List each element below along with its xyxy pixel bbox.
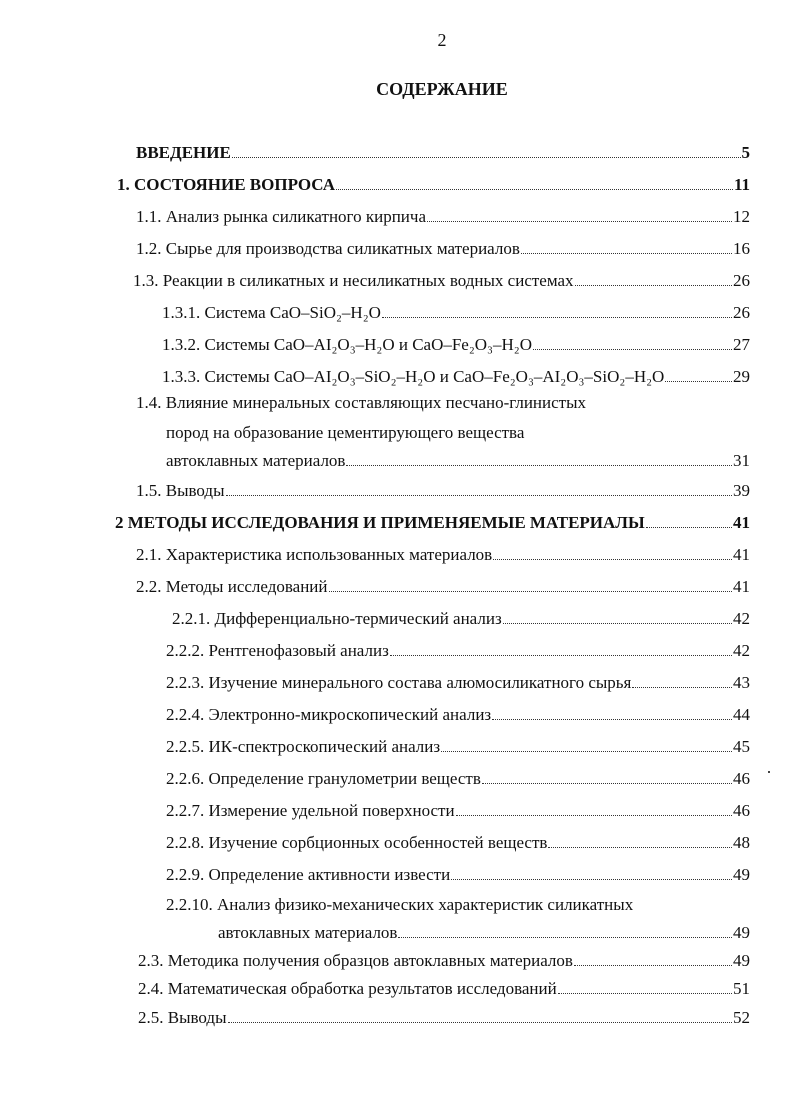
leader-dots bbox=[646, 526, 732, 528]
leader-dots bbox=[226, 494, 732, 496]
leader-dots bbox=[382, 316, 732, 318]
toc-entry-label-continued: автоклавных материалов bbox=[218, 923, 398, 942]
leader-dots bbox=[521, 252, 732, 254]
toc-entry[interactable] bbox=[166, 705, 750, 727]
leader-dots bbox=[398, 936, 732, 938]
leader-dots bbox=[575, 284, 732, 286]
toc-entry[interactable] bbox=[162, 303, 750, 325]
toc-entry[interactable] bbox=[138, 979, 750, 1001]
scan-speck bbox=[768, 771, 770, 773]
toc-entry[interactable] bbox=[117, 175, 750, 197]
toc-entry-page: 52 bbox=[733, 1008, 750, 1027]
toc-entry-page: 27 bbox=[733, 335, 750, 354]
toc-entry-page: 5 bbox=[741, 143, 750, 162]
leader-dots bbox=[558, 992, 732, 994]
toc-entry[interactable] bbox=[136, 545, 750, 567]
toc-entry-label[interactable]: 2.2.10. Анализ физико-механических характеристик силикатных bbox=[166, 895, 634, 914]
toc-entry-label: 1.3.3. Системы CaO–AI₂O₃–SiO₂–H₂O и CaO–Fe₂O₃–AI₂O₃–SiO₂–H₂O bbox=[162, 367, 665, 386]
leader-dots bbox=[346, 464, 732, 466]
toc-entry[interactable] bbox=[172, 609, 750, 631]
toc-entry-page: 49 bbox=[733, 951, 750, 970]
toc-entry-page: 26 bbox=[733, 271, 750, 290]
toc-entry-page: 49 bbox=[733, 865, 750, 884]
toc-entry-label: ВВЕДЕНИЕ bbox=[136, 143, 231, 162]
leader-dots bbox=[632, 686, 732, 688]
toc-entry-label: 1.3.1. Система CaO–SiO₂–H₂O bbox=[162, 303, 381, 322]
leader-dots bbox=[493, 558, 732, 560]
toc-entry[interactable] bbox=[166, 801, 750, 823]
toc-entry-page: 42 bbox=[733, 641, 750, 660]
toc-entry-page: 44 bbox=[733, 705, 750, 724]
toc-entry-label: 2.2.2. Рентгенофазовый анализ bbox=[166, 641, 389, 660]
toc-entry-page: 49 bbox=[733, 923, 750, 942]
toc-entry-page: 48 bbox=[733, 833, 750, 852]
toc-entry-label: 1.3.2. Системы CaO–AI₂O₃–H₂O и CaO–Fe₂O₃–H₂O bbox=[162, 335, 532, 354]
toc-entry-label-continued: автоклавных материалов bbox=[166, 451, 346, 470]
leader-dots bbox=[441, 750, 732, 752]
leader-dots bbox=[336, 188, 733, 190]
leader-dots bbox=[665, 380, 732, 382]
toc-entry[interactable] bbox=[166, 641, 750, 663]
toc-entry[interactable] bbox=[166, 673, 750, 695]
toc-entry-page: 42 bbox=[733, 609, 750, 628]
toc-entry-label: 2.1. Характеристика использованных материалов bbox=[136, 545, 493, 564]
toc-entry-page: 29 bbox=[733, 367, 750, 386]
toc-entry[interactable] bbox=[136, 207, 750, 229]
toc-entry-label: 2.2.3. Изучение минерального состава алюмосиликатного сырья bbox=[166, 673, 632, 692]
toc-entry-label[interactable]: 1.4. Влияние минеральных составляющих песчано-глинистых bbox=[136, 393, 587, 412]
leader-dots bbox=[503, 622, 732, 624]
toc-entry[interactable] bbox=[136, 143, 750, 165]
toc-entry-page: 31 bbox=[733, 451, 750, 470]
toc-entry-label-continued[interactable]: пород на образование цементирующего вещества bbox=[166, 423, 525, 442]
page-number: 2 bbox=[437, 30, 447, 50]
leader-dots bbox=[548, 846, 732, 848]
toc-entry-label: 2.2.5. ИК-спектроскопический анализ bbox=[166, 737, 441, 756]
toc-entry[interactable] bbox=[138, 951, 750, 973]
toc-entry[interactable] bbox=[162, 335, 750, 357]
toc-entry-page: 41 bbox=[733, 513, 750, 532]
toc-entry-page: 41 bbox=[733, 577, 750, 596]
leader-dots bbox=[329, 590, 732, 592]
toc-entry-label: 2.2.1. Дифференциально-термический анализ bbox=[172, 609, 502, 628]
toc-entry-label: 2.2.7. Измерение удельной поверхности bbox=[166, 801, 455, 820]
toc-entry[interactable] bbox=[115, 513, 750, 535]
toc-entry[interactable] bbox=[136, 577, 750, 599]
leader-dots bbox=[492, 718, 732, 720]
toc-entry-label: 1. СОСТОЯНИЕ ВОПРОСА bbox=[117, 175, 335, 194]
leader-dots bbox=[456, 814, 732, 816]
leader-dots bbox=[427, 220, 732, 222]
toc-entry-label: 2.2.8. Изучение сорбционных особенностей веществ bbox=[166, 833, 548, 852]
toc-entry-page: 26 bbox=[733, 303, 750, 322]
toc-entry-page: 41 bbox=[733, 545, 750, 564]
toc-entry-label: 2.2.4. Электронно-микроскопический анализ bbox=[166, 705, 492, 724]
leader-dots bbox=[390, 654, 732, 656]
toc-entry[interactable] bbox=[133, 271, 750, 293]
leader-dots bbox=[228, 1021, 732, 1023]
toc-entry-label: 1.2. Сырье для производства силикатных материалов bbox=[136, 239, 520, 258]
toc-entry[interactable] bbox=[162, 367, 750, 389]
toc-entry[interactable] bbox=[166, 737, 750, 759]
toc-entry-page: 43 bbox=[733, 673, 750, 692]
toc-entry-label: 1.3. Реакции в силикатных и несиликатных водных системах bbox=[133, 271, 574, 290]
toc-entry[interactable] bbox=[166, 833, 750, 855]
toc-entry-label: 2.3. Методика получения образцов автоклавных материалов bbox=[138, 951, 573, 970]
toc-entry-label: 2 МЕТОДЫ ИССЛЕДОВАНИЯ И ПРИМЕНЯЕМЫЕ МАТЕРИАЛЫ bbox=[115, 513, 645, 532]
toc-entry-label: 1.1. Анализ рынка силикатного кирпича bbox=[136, 207, 426, 226]
leader-dots bbox=[451, 878, 732, 880]
toc-entry-page: 46 bbox=[733, 801, 750, 820]
toc-entry[interactable] bbox=[136, 481, 750, 503]
toc-entry-page: 12 bbox=[733, 207, 750, 226]
toc-entry-label: 2.5. Выводы bbox=[138, 1008, 227, 1027]
toc-entry[interactable] bbox=[166, 769, 750, 791]
toc-entry[interactable] bbox=[136, 239, 750, 261]
leader-dots bbox=[533, 348, 732, 350]
toc-entry[interactable] bbox=[138, 1008, 750, 1030]
toc-entry-page: 45 bbox=[733, 737, 750, 756]
leader-dots bbox=[232, 156, 741, 158]
leader-dots bbox=[482, 782, 732, 784]
toc-entry[interactable] bbox=[218, 923, 750, 945]
toc-entry-page: 11 bbox=[733, 175, 750, 194]
toc-entry-page: 16 bbox=[733, 239, 750, 258]
toc-entry[interactable] bbox=[166, 865, 750, 887]
toc-entry-page: 39 bbox=[733, 481, 750, 500]
toc-entry-page: 46 bbox=[733, 769, 750, 788]
leader-dots bbox=[574, 964, 732, 966]
toc-entry-label: 2.2.6. Определение гранулометрии веществ bbox=[166, 769, 481, 788]
toc-entry-label: 2.2.9. Определение активности извести bbox=[166, 865, 451, 884]
toc-entry-label: 2.4. Математическая обработка результатов исследований bbox=[138, 979, 557, 998]
toc-entry-page: 51 bbox=[733, 979, 750, 998]
toc-title: СОДЕРЖАНИЕ bbox=[376, 79, 508, 99]
toc-entry-label: 2.2. Методы исследований bbox=[136, 577, 328, 596]
toc-entry[interactable] bbox=[166, 451, 750, 473]
toc-entry-label: 1.5. Выводы bbox=[136, 481, 225, 500]
